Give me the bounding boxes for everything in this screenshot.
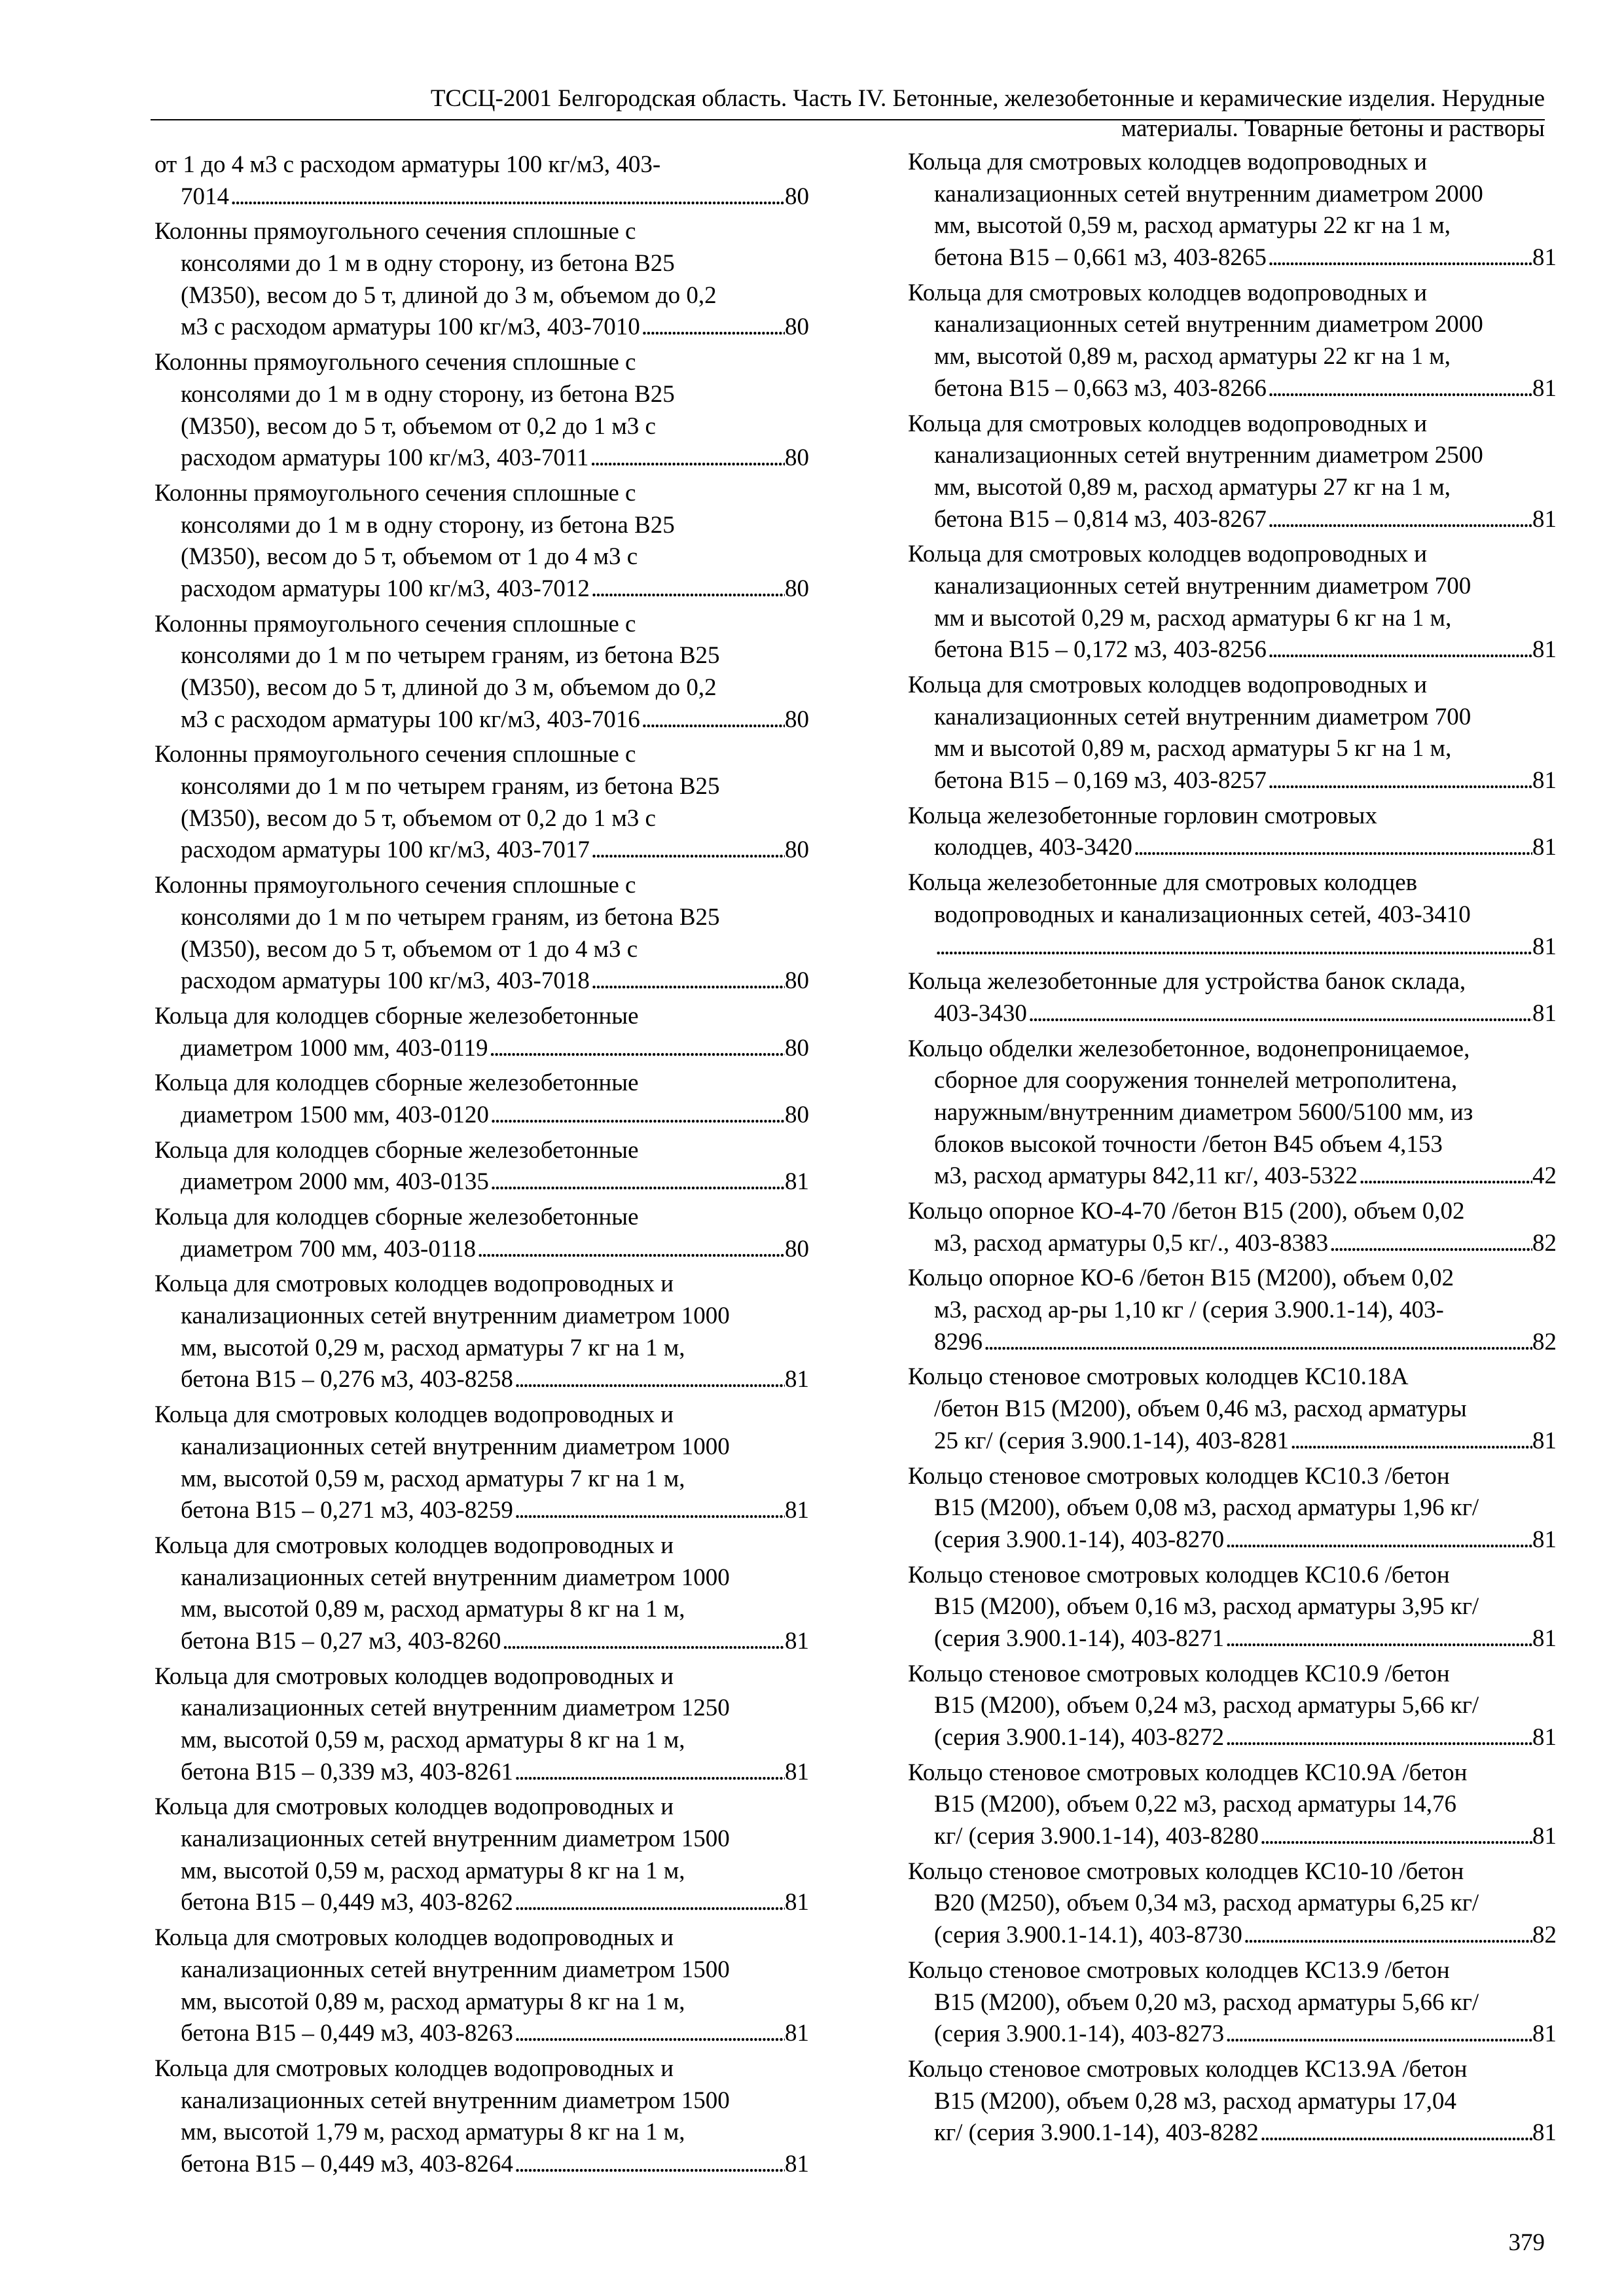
index-entry-line: Кольца для смотровых колодцев водопроводных и (154, 2054, 674, 2082)
index-entry-line: Колонны прямоугольного сечения сплошные с (154, 349, 636, 376)
index-entry-page: 82 (1532, 1922, 1557, 1949)
index-entry-text: бетона В15 – 0,276 м3, 403-8258 (181, 1366, 513, 1393)
index-entry-page: 80 (785, 183, 809, 210)
index-entry-line: сборное для сооружения тоннелей метрополитена, (934, 1067, 1458, 1094)
index-entry-line: канализационных сетей внутренним диаметром 2000 (934, 180, 1483, 207)
index-entry-page: 81 (785, 1758, 809, 1785)
index-entry-last-line (908, 1623, 1557, 1655)
index-entry-page: 81 (1532, 374, 1557, 402)
index-entry-text: (серия 3.900.1-14), 403-8273 (934, 2020, 1225, 2048)
leader-dots (1224, 2018, 1532, 2051)
index-entry-last-line (154, 312, 809, 344)
index-entry-line: (М350), весом до 5 т, объемом от 0,2 до 1 м3 с (181, 412, 656, 440)
leader-dots (1027, 998, 1532, 1030)
index-entry-last-line (154, 1887, 809, 1919)
index-entry-line: наружным/внутренним диаметром 5600/5100 мм, из (934, 1098, 1473, 1126)
index-entry-page: 81 (1532, 1427, 1557, 1454)
index-entry-last-line (908, 634, 1557, 666)
index-entry-text: (серия 3.900.1-14), 403-8272 (934, 1724, 1225, 1751)
index-column-right (908, 149, 1557, 2153)
leader-dots (489, 1100, 785, 1132)
index-entry-text: диаметром 700 мм, 403-0118 (181, 1235, 476, 1263)
index-entry-line: консолями до 1 м по четырем граням, из бетона В25 (181, 642, 720, 670)
index-entry-text: 403-3430 (934, 999, 1027, 1027)
index-entry (154, 1067, 809, 1131)
leader-dots (513, 1887, 785, 1919)
index-entry-line: канализационных сетей внутренним диаметром 1500 (181, 1956, 730, 1983)
index-entry-last-line (908, 1722, 1557, 1754)
index-entry-line: канализационных сетей внутренним диаметром 2000 (934, 311, 1483, 338)
leader-dots (640, 312, 785, 344)
leader-dots (1289, 1426, 1532, 1458)
index-entry-text: 7014 (181, 183, 229, 210)
index-entry-page: 81 (785, 1627, 809, 1655)
page-number: 379 (1508, 2229, 1545, 2256)
index-entry-page: 80 (785, 1235, 809, 1263)
index-entry-last-line (908, 1327, 1557, 1359)
leader-dots (1267, 765, 1532, 797)
leader-dots (1224, 1722, 1532, 1754)
index-entry-line: В15 (М200), объем 0,28 м3, расход арматуры 17,04 (934, 2087, 1456, 2115)
index-entry-page: 80 (785, 1034, 809, 1062)
index-entry-line: В15 (М200), объем 0,20 м3, расход арматуры 5,66 кг/ (934, 1988, 1479, 2016)
index-entry-line: Кольца для колодцев сборные железобетонные (154, 1136, 639, 1164)
leader-dots (590, 834, 785, 867)
index-entry-text: бетона В15 – 0,27 м3, 403-8260 (181, 1627, 501, 1655)
index-entry-text: колодцев, 403-3420 (934, 834, 1132, 861)
index-entry (908, 539, 1557, 666)
index-entry-line: мм, высотой 0,59 м, расход арматуры 22 кг на 1 м, (934, 212, 1451, 240)
index-entry-line: м3, расход ар-ры 1,10 кг / (серия 3.900.1-14), 403- (934, 1297, 1444, 1324)
index-entry-last-line (154, 573, 809, 605)
index-entry-line: Колонны прямоугольного сечения сплошные с (154, 218, 636, 245)
index-entry-line: консолями до 1 м по четырем граням, из бетона В25 (181, 903, 720, 931)
index-entry-page: 80 (785, 575, 809, 602)
index-entry (908, 1856, 1557, 1952)
index-entry-line: Кольца для смотровых колодцев водопроводных и (908, 541, 1428, 568)
index-entry-line: Кольца для смотровых колодцев водопроводных и (154, 1924, 674, 1952)
leader-dots (1267, 634, 1532, 666)
index-entry-text: бетона В15 – 0,449 м3, 403-8264 (181, 2150, 513, 2178)
index-entry-line: Колонны прямоугольного сечения сплошные с (154, 741, 636, 768)
index-entry-line: Кольцо стеновое смотровых колодцев КС10.18А (908, 1363, 1409, 1391)
index-entry-line: Кольца железобетонные горловин смотровых (908, 802, 1377, 829)
index-entry-line: Кольцо стеновое смотровых колодцев КС10-10 /бетон (908, 1857, 1464, 1885)
index-entry-line: Колонны прямоугольного сечения сплошные с (154, 872, 636, 899)
index-entry-line: канализационных сетей внутренним диаметром 1500 (181, 1825, 730, 1853)
leader-dots (488, 1033, 785, 1065)
index-entry-line: мм и высотой 0,89 м, расход арматуры 5 кг на 1 м, (934, 735, 1452, 762)
index-entry-line: Кольца железобетонные для устройства банок склада, (908, 968, 1466, 996)
running-header-line-1: ТССЦ-2001 Белгородская область. Часть IV. Бетонные, железобетонные и керамические изделия. Нерудные (430, 85, 1545, 112)
index-entry-last-line (154, 1234, 809, 1266)
index-entry-last-line (908, 931, 1557, 963)
index-entry-line: канализационных сетей внутренним диаметром 1000 (181, 1433, 730, 1460)
index-entry-last-line (908, 2117, 1557, 2149)
leader-dots (590, 965, 785, 997)
index-entry-text: 8296 (934, 1328, 983, 1355)
leader-dots (1328, 1228, 1532, 1260)
index-entry (154, 870, 809, 997)
index-entry-text: диаметром 1000 мм, 403-0119 (181, 1034, 488, 1062)
index-entry-line: (М350), весом до 5 т, объемом от 1 до 4 м3 с (181, 543, 638, 571)
index-entry-text: м3, расход арматуры 0,5 кг/., 403-8383 (934, 1229, 1329, 1257)
leader-dots (590, 573, 785, 605)
index-entry-line: мм, высотой 1,79 м, расход арматуры 8 кг на 1 м, (181, 2119, 685, 2146)
index-entry-line: Кольцо стеновое смотровых колодцев КС13.9 /бетон (908, 1956, 1450, 1984)
index-entry (908, 408, 1557, 536)
leader-dots (513, 1495, 785, 1527)
index-entry-page: 81 (1532, 2020, 1557, 2048)
index-entry-page: 82 (1532, 1328, 1557, 1355)
index-entry-line: Кольца для смотровых колодцев водопроводных и (908, 410, 1428, 437)
index-entry-line: Колонны прямоугольного сечения сплошные с (154, 479, 636, 507)
leader-dots (1224, 1524, 1532, 1556)
index-entry-line: Кольца для смотровых колодцев водопроводных и (908, 279, 1428, 306)
index-entry-page: 80 (785, 836, 809, 864)
index-entry-line: /бетон В15 (М200), объем 0,46 м3, расход арматуры (934, 1395, 1467, 1423)
index-entry-last-line (154, 442, 809, 475)
index-entry (154, 478, 809, 605)
index-entry-line: канализационных сетей внутренним диаметром 1250 (181, 1695, 730, 1722)
index-entry-line: канализационных сетей внутренним диаметром 1000 (181, 1302, 730, 1330)
index-entry-text: кг/ (серия 3.900.1-14), 403-8280 (934, 1823, 1259, 1850)
index-entry-last-line (908, 373, 1557, 405)
index-entry-page: 82 (1532, 1229, 1557, 1257)
index-entry-page: 81 (1532, 933, 1557, 960)
index-entry-line: В15 (М200), объем 0,24 м3, расход арматуры 5,66 кг/ (934, 1692, 1479, 1719)
index-entry-text: бетона В15 – 0,271 м3, 403-8259 (181, 1497, 513, 1524)
index-entry-line: (М350), весом до 5 т, объемом от 1 до 4 м3 с (181, 935, 638, 963)
leader-dots (513, 1757, 785, 1789)
index-entry-line: Кольца для смотровых колодцев водопроводных и (154, 1662, 674, 1690)
index-entry-last-line (908, 1920, 1557, 1952)
leader-dots (589, 442, 785, 475)
index-entry-last-line (154, 2018, 809, 2050)
index-entry-line: В20 (М250), объем 0,34 м3, расход арматуры 6,25 кг/ (934, 1890, 1479, 1917)
index-entry-last-line (154, 1495, 809, 1527)
leader-dots (640, 704, 785, 736)
index-entry (908, 867, 1557, 963)
index-entry-line: (М350), весом до 5 т, длиной до 3 м, объемом до 0,2 (181, 674, 717, 701)
index-entry-last-line (908, 1228, 1557, 1260)
index-entry-page: 81 (1532, 767, 1557, 795)
index-entry-text: (серия 3.900.1-14.1), 403-8730 (934, 1922, 1242, 1949)
index-entry-line: Кольца железобетонные для смотровых колодцев (908, 869, 1418, 897)
index-entry-last-line (154, 1166, 809, 1198)
index-entry-line: Кольцо стеновое смотровых колодцев КС10.6 /бетон (908, 1561, 1450, 1588)
index-entry-page: 81 (1532, 999, 1557, 1027)
leader-dots (501, 1626, 785, 1658)
index-entry-text: (серия 3.900.1-14), 403-8270 (934, 1526, 1225, 1553)
index-entry-text: расходом арматуры 100 кг/м3, 403-7012 (181, 575, 590, 602)
index-entry-text: бетона В15 – 0,663 м3, 403-8266 (934, 374, 1267, 402)
leader-dots (513, 2149, 785, 2181)
index-entry-line: В15 (М200), объем 0,16 м3, расход арматуры 3,95 кг/ (934, 1593, 1479, 1621)
index-entry-line: мм, высотой 0,59 м, расход арматуры 8 кг на 1 м, (181, 1857, 685, 1884)
index-entry-text: бетона В15 – 0,814 м3, 403-8267 (934, 505, 1267, 533)
leader-dots (513, 2018, 785, 2050)
index-entry-page: 81 (785, 1366, 809, 1393)
header-rule (151, 119, 1545, 120)
index-entry-line: консолями до 1 м в одну сторону, из бетона В25 (181, 250, 675, 278)
index-entry-line: Кольца для колодцев сборные железобетонные (154, 1204, 639, 1230)
index-entry-line: Кольца для смотровых колодцев водопроводных и (154, 1401, 674, 1429)
index-entry-last-line (908, 504, 1557, 536)
leader-dots (1358, 1160, 1532, 1193)
index-entry-text: бетона В15 – 0,449 м3, 403-8262 (181, 1889, 513, 1916)
index-entry-last-line (908, 1160, 1557, 1193)
index-entry (154, 609, 809, 736)
index-entry-last-line (154, 1626, 809, 1658)
index-entry-last-line (154, 965, 809, 997)
index-entry-text: диаметром 1500 мм, 403-0120 (181, 1101, 489, 1128)
leader-dots (1259, 1821, 1532, 1853)
index-entry-page: 81 (1532, 1823, 1557, 1850)
index-entry (908, 1196, 1557, 1259)
index-entry-text: расходом арматуры 100 кг/м3, 403-7017 (181, 836, 590, 864)
index-entry (908, 800, 1557, 864)
index-entry (154, 1135, 809, 1198)
index-entry (908, 670, 1557, 797)
index-entry-line: В15 (М200), объем 0,08 м3, расход арматуры 1,96 кг/ (934, 1494, 1479, 1522)
index-entry-line: от 1 до 4 м3 с расходом арматуры 100 кг/м3, 403- (154, 151, 661, 178)
index-entry-page: 81 (785, 1497, 809, 1524)
index-entry-line: Кольцо стеновое смотровых колодцев КС10.9 /бетон (908, 1660, 1450, 1687)
index-entry-page: 42 (1532, 1162, 1557, 1190)
index-column-left (154, 149, 809, 2184)
index-entry (154, 739, 809, 867)
index-entry-text: расходом арматуры 100 кг/м3, 403-7018 (181, 967, 590, 995)
index-entry (154, 1661, 809, 1789)
index-entry-text: бетона В15 – 0,169 м3, 403-8257 (934, 767, 1267, 795)
index-entry-line: (М350), весом до 5 т, объемом от 0,2 до 1 м3 с (181, 804, 656, 832)
index-entry (154, 149, 809, 213)
index-entry (154, 1001, 809, 1064)
index-entry-line: канализационных сетей внутренним диаметром 2500 (934, 442, 1483, 469)
index-entry-line: Кольца для колодцев сборные железобетонные (154, 1069, 639, 1097)
index-entry-last-line (908, 832, 1557, 864)
leader-dots (1267, 242, 1532, 274)
index-entry-line: канализационных сетей внутренним диаметром 700 (934, 703, 1471, 730)
index-entry-text: м3, расход арматуры 842,11 кг/, 403-5322 (934, 1162, 1358, 1190)
index-entry-line: консолями до 1 м по четырем граням, из бетона В25 (181, 773, 720, 800)
index-entry-line: Кольца для смотровых колодцев водопроводных и (154, 1532, 674, 1559)
index-entry-line: мм, высотой 0,89 м, расход арматуры 8 кг на 1 м, (181, 1988, 685, 2015)
index-entry-last-line (154, 181, 809, 213)
index-entry-line: Кольцо опорное КО-4-70 /бетон В15 (200), объем 0,02 (908, 1198, 1465, 1225)
index-entry-line: Кольцо обделки железобетонное, водонепроницаемое, (908, 1035, 1470, 1062)
index-entry-last-line (154, 2149, 809, 2181)
index-entry-page: 81 (785, 2020, 809, 2047)
index-entry-line: консолями до 1 м в одну сторону, из бетона В25 (181, 511, 675, 539)
leader-dots (229, 181, 785, 213)
index-entry-line: мм, высотой 0,89 м, расход арматуры 22 кг на 1 м, (934, 343, 1451, 370)
index-entry-text: м3 с расходом арматуры 100 кг/м3, 403-7016 (181, 706, 640, 733)
index-entry-line: (М350), весом до 5 т, длиной до 3 м, объемом до 0,2 (181, 281, 717, 309)
index-entry-line: канализационных сетей внутренним диаметром 1000 (181, 1564, 730, 1591)
index-entry-text: 25 кг/ (серия 3.900.1-14), 403-8281 (934, 1427, 1290, 1454)
index-entry-page: 81 (785, 1168, 809, 1196)
index-entry-page: 80 (785, 444, 809, 472)
index-entry (908, 1560, 1557, 1655)
index-entry-last-line (154, 834, 809, 867)
leader-dots (1259, 2117, 1532, 2149)
index-entry-last-line (908, 765, 1557, 797)
index-entry-page: 80 (785, 967, 809, 995)
index-entry-last-line (154, 1364, 809, 1396)
index-entry-text: м3 с расходом арматуры 100 кг/м3, 403-7010 (181, 314, 640, 341)
index-entry-text: бетона В15 – 0,661 м3, 403-8265 (934, 244, 1267, 272)
index-entry (908, 1033, 1557, 1193)
index-entry-page: 81 (1532, 505, 1557, 533)
index-entry-text: бетона В15 – 0,449 м3, 403-8263 (181, 2020, 513, 2047)
index-entry-page: 81 (1532, 1526, 1557, 1553)
index-entry (908, 1757, 1557, 1853)
index-entry (154, 1791, 809, 1919)
index-entry-page: 81 (1532, 636, 1557, 664)
index-entry-page: 81 (1532, 1724, 1557, 1751)
index-entry-line: Кольцо стеновое смотровых колодцев КС13.9А /бетон (908, 2055, 1468, 2083)
index-entry-line: канализационных сетей внутренним диаметром 700 (934, 572, 1471, 600)
index-entry-page: 80 (785, 706, 809, 733)
index-entry-page: 81 (1532, 834, 1557, 861)
index-entry-page: 81 (785, 2150, 809, 2178)
index-entry-last-line (154, 1100, 809, 1132)
index-entry-line: мм, высотой 0,89 м, расход арматуры 27 кг на 1 м, (934, 473, 1451, 501)
index-entry (908, 1955, 1557, 2051)
index-entry-page: 81 (1532, 1624, 1557, 1652)
index-entry (154, 1922, 809, 2050)
index-entry (154, 1202, 809, 1265)
index-entry (908, 1263, 1557, 1358)
leader-dots (1224, 1623, 1532, 1655)
index-entry-line: канализационных сетей внутренним диаметром 1500 (181, 2087, 730, 2114)
index-entry-page: 81 (1532, 2119, 1557, 2147)
leader-dots (1242, 1920, 1532, 1952)
leader-dots (1267, 504, 1532, 536)
leader-dots (983, 1327, 1532, 1359)
index-entry-line: Кольцо стеновое смотровых колодцев КС10.9А /бетон (908, 1759, 1468, 1786)
index-entry-page: 81 (785, 1889, 809, 1916)
index-entry (154, 216, 809, 344)
index-entry-last-line (908, 1426, 1557, 1458)
index-entry-line: мм, высотой 0,59 м, расход арматуры 8 кг на 1 м, (181, 1727, 685, 1753)
index-entry (908, 2054, 1557, 2149)
leader-dots (513, 1364, 785, 1396)
index-entry (908, 1361, 1557, 1457)
index-entry-text: расходом арматуры 100 кг/м3, 403-7011 (181, 444, 589, 472)
index-entry (908, 147, 1557, 274)
index-entry (154, 1268, 809, 1396)
running-header-line-2: материалы. Товарные бетоны и растворы (1121, 115, 1545, 142)
index-entry-page: 80 (785, 314, 809, 341)
index-entry-line: мм, высотой 0,89 м, расход арматуры 8 кг на 1 м, (181, 1596, 685, 1623)
index-entry-line: Кольца для смотровых колодцев водопроводных и (908, 672, 1428, 698)
index-entry-last-line (908, 1524, 1557, 1556)
index-entry-text: диаметром 2000 мм, 403-0135 (181, 1168, 489, 1196)
index-entry-line: консолями до 1 м в одну сторону, из бетона В25 (181, 380, 675, 408)
index-entry-text: кг/ (серия 3.900.1-14), 403-8282 (934, 2119, 1259, 2147)
index-entry-last-line (154, 1757, 809, 1789)
index-entry-line: Кольцо опорное КО-6 /бетон В15 (М200), объем 0,02 (908, 1265, 1454, 1292)
leader-dots (476, 1234, 785, 1266)
index-entry (154, 1399, 809, 1527)
index-entry (908, 1659, 1557, 1754)
index-entry-last-line (154, 1033, 809, 1065)
index-entry-line: Кольца для смотровых колодцев водопроводных и (908, 149, 1428, 175)
index-entry-last-line (908, 1821, 1557, 1853)
index-entry-line: Кольцо стеновое смотровых колодцев КС10.3 /бетон (908, 1462, 1450, 1490)
index-entry-text: (серия 3.900.1-14), 403-8271 (934, 1624, 1225, 1652)
leader-dots (1132, 832, 1532, 864)
index-entry-last-line (908, 2018, 1557, 2051)
leader-dots (934, 931, 1532, 963)
index-entry (908, 1461, 1557, 1556)
index-entry-line: мм и высотой 0,29 м, расход арматуры 6 кг на 1 м, (934, 604, 1452, 632)
index-entry (154, 2053, 809, 2181)
index-entry-line: Кольца для смотровых колодцев водопроводных и (154, 1270, 674, 1298)
running-header (151, 84, 1545, 144)
index-entry (154, 1530, 809, 1658)
leader-dots (489, 1166, 785, 1198)
index-entry-last-line (908, 998, 1557, 1030)
index-entry-line: В15 (М200), объем 0,22 м3, расход арматуры 14,76 (934, 1791, 1456, 1818)
index-entry-line: Кольца для смотровых колодцев водопроводных и (154, 1793, 674, 1821)
index-entry (908, 278, 1557, 405)
index-entry-last-line (908, 242, 1557, 274)
index-entry-line: Кольца для колодцев сборные железобетонные (154, 1002, 639, 1030)
index-entry (908, 966, 1557, 1030)
index-entry-line: водопроводных и канализационных сетей, 403-3410 (934, 901, 1471, 928)
index-entry-text: бетона В15 – 0,172 м3, 403-8256 (934, 636, 1267, 664)
index-entry-text: бетона В15 – 0,339 м3, 403-8261 (181, 1758, 513, 1785)
index-entry-line: мм, высотой 0,29 м, расход арматуры 7 кг на 1 м, (181, 1334, 685, 1361)
index-entry-page: 80 (785, 1101, 809, 1128)
index-entry-line: блоков высокой точности /бетон В45 объем 4,153 (934, 1130, 1443, 1158)
leader-dots (1267, 373, 1532, 405)
index-entry-page: 81 (1532, 244, 1557, 272)
index-entry-line: Колонны прямоугольного сечения сплошные с (154, 610, 636, 637)
index-entry-line: мм, высотой 0,59 м, расход арматуры 7 кг на 1 м, (181, 1465, 685, 1492)
index-entry-last-line (154, 704, 809, 736)
index-entry (154, 347, 809, 475)
